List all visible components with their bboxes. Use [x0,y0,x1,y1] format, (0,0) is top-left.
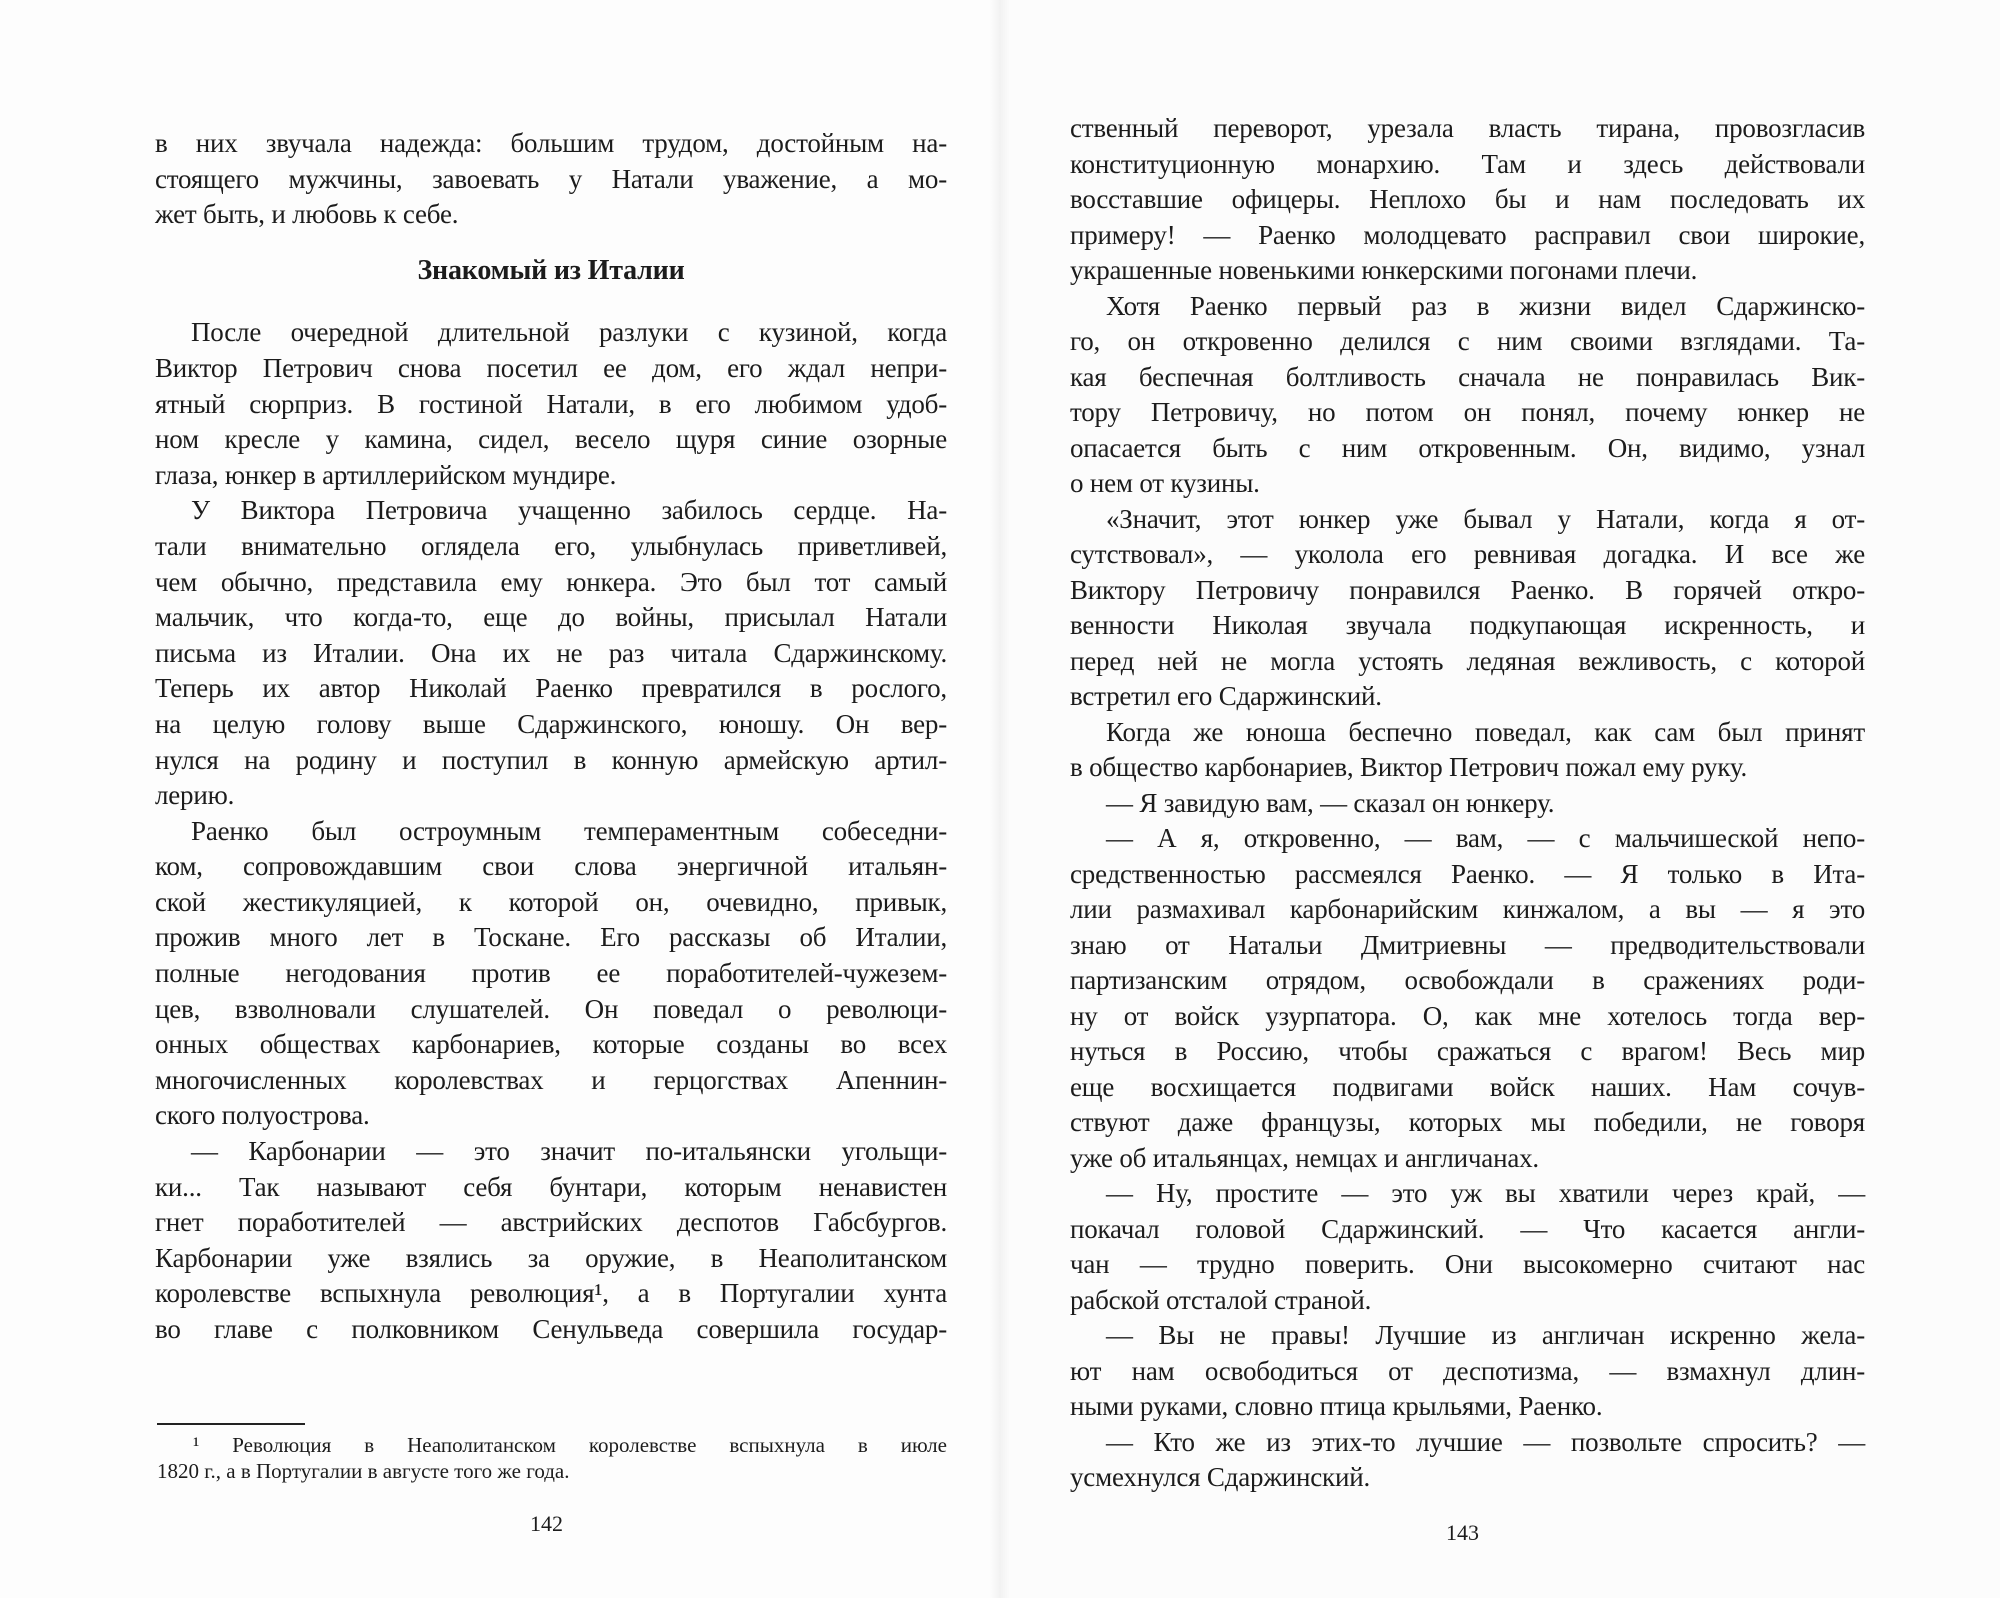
text-line: нулся на родину и поступил в конную армейскую артил- [155,744,947,775]
text-line: опасается быть с ним откровенным. Он, видимо, узнал [1070,432,1865,463]
text-line: ки... Так называют себя бунтари, которым ненавистен [155,1171,947,1202]
text-line: — Ну, простите — это уж вы хватили через край, — [1106,1178,1865,1208]
text-line: еще восхищается подвигами войск наших. Нам сочув- [1070,1071,1865,1102]
text-line: — Я завидую вам, — сказал он юнкеру. [1106,787,1555,818]
text-line: нуться в Россию, чтобы сражаться с врагом! Весь мир [1070,1036,1865,1066]
text-line: После очередной длительной разлуки с кузиной, когда [191,317,947,348]
text-line: прожив много лет в Тоскане. Его рассказы об Италии, [155,922,947,953]
text-line: ской жестикуляцией, к которой он, очевидно, привык, [155,886,947,917]
text-line: ствуют даже французы, которых мы победили, не говоря [1070,1107,1865,1137]
footnote [157,1432,947,1484]
text-line: лерию. [155,780,235,811]
text-line: — А я, откровенно, — вам, — с мальчишеской непо- [1106,823,1865,853]
text-line: Теперь их автор Николай Раенко превратился в рослого, [155,673,947,704]
text-line: встретил его Сдаржинский. [1070,681,1382,711]
text-line: многочисленных королевствах и герцогствах Апеннин- [155,1064,947,1095]
page-number: 142 [530,1511,563,1536]
text-line: жет быть, и любовь к себе. [155,199,459,230]
text-line: средственностью рассмеялся Раенко. — Я только в Ита- [1070,858,1865,889]
text-line: тали внимательно оглядела его, улыбнулась приветливей, [155,530,947,561]
text-line: венности Николая звучала подкупающая искренность, и [1070,610,1865,640]
text-line: восставшие офицеры. Неплохо бы и нам последовать их [1070,184,1865,214]
book-gutter [990,0,1010,1598]
text-line: на целую голову выше Сдаржинского, юношу. Он вер- [155,708,947,739]
footnote-divider [157,1423,305,1425]
text-line: Когда же юноша беспечно поведал, как сам был принят [1106,716,1865,747]
text-line: Хотя Раенко первый раз в жизни видел Сдаржинско- [1106,290,1865,321]
text-line: в общество карбонариев, Виктор Петрович пожал ему руку. [1070,752,1747,782]
text-line: го, он откровенно делился с ним своими взглядами. Та- [1070,326,1865,356]
text-line: знаю от Натальи Дмитриевны — предводительствовали [1070,929,1865,960]
text-line: — Вы не правы! Лучшие из англичан искренно жела- [1106,1320,1865,1350]
text-line: ком, сопровождавшим свои слова энергичной итальян- [155,851,947,882]
text-line: стоящего мужчины, завоевать у Натали уважение, а мо- [155,163,947,194]
text-line: гнет поработителей — австрийских деспотов Габсбургов. [155,1207,947,1238]
text-line: Виктор Петрович снова посетил ее дом, его ждал непри- [155,352,947,383]
page-number: 143 [1446,1520,1479,1545]
text-line: королевстве вспыхнула революция¹, а в Португалии хунта [155,1278,947,1309]
text-line: примеру! — Раенко молодцевато расправил свои широкие, [1070,219,1865,250]
text-line: онных обществах карбонариев, которые созданы во всех [155,1029,947,1060]
text-line: — Кто же из этих-то лучшие — позвольте спросить? — [1106,1426,1865,1457]
text-line: ют нам освободиться от деспотизма, — взмахнул длин- [1070,1355,1865,1386]
text-line: лии размахивал карбонарийским кинжалом, а вы — я это [1070,894,1865,924]
text-line: цев, взволновали слушателей. Он поведал о революци- [155,993,947,1024]
text-block [155,126,947,233]
text-line: Раенко был остроумным темпераментным собеседни- [191,815,947,846]
text-line: уже об итальянцах, немцах и англичанах. [1070,1142,1539,1173]
text-line: «Значит, этот юнкер уже бывал у Натали, когда я от- [1106,503,1865,534]
left-page-body [155,126,947,1348]
chapter-heading: Знакомый из Италии [417,254,685,286]
text-line: ном кресле у камина, сидел, весело щуря синие озорные [155,424,947,455]
text-line: Виктору Петровичу понравился Раенко. В горячей откро- [1070,574,1865,605]
text-line: ¹ Революция в Неаполитанском королевстве вспыхнула в июле [193,1433,947,1457]
text-line: покачал головой Сдаржинский. — Что касается англи- [1070,1213,1865,1244]
text-line: — Карбонарии — это значит по-итальянски угольщи- [191,1136,947,1167]
text-line: усмехнулся Сдаржинский. [1070,1462,1371,1492]
text-line: во главе с полковником Сенульведа совершила государ- [155,1314,947,1344]
text-line: в них звучала надежда: большим трудом, достойным на- [155,128,947,158]
text-line: ну от войск узурпатора. О, как мне хотелось тогда вер- [1070,1000,1865,1031]
right-page-body [1070,111,1865,1496]
text-line: перед ней не могла устоять ледяная вежливость, с которой [1070,645,1865,676]
text-line: чем обычно, представила ему юнкера. Это был тот самый [155,566,947,597]
text-line: кая беспечная болтливость сначала не понравилась Вик- [1070,361,1865,392]
text-line: партизанским отрядом, освобождали в сражениях роди- [1070,965,1865,995]
text-line: ятный сюрприз. В гостиной Натали, в его любимом удоб- [155,388,947,419]
text-line: Карбонарии уже взялись за оружие, в Неаполитанском [155,1242,947,1273]
text-line: тору Петровичу, но потом он понял, почему юнкер не [1070,397,1865,427]
text-line: рабской отсталой страной. [1070,1284,1372,1315]
text-line: мальчик, что когда-то, еще до войны, присылал Натали [155,602,947,633]
text-line: полные негодования против ее поработителей-чужезем- [155,958,947,989]
text-line: ского полуострова. [155,1100,370,1131]
text-line: глаза, юнкер в артиллерийском мундире. [155,459,617,490]
text-line: ными руками, словно птица крыльями, Раенко. [1070,1391,1603,1421]
text-line: чан — трудно поверить. Они высокомерно считают нас [1070,1249,1865,1279]
text-line: о нем от кузины. [1070,468,1260,498]
right-page [1000,0,2000,1598]
text-line: украшенные новенькими юнкерскими погонами плечи. [1070,255,1698,285]
text-line: ственный переворот, урезала власть тирана, провозгласив [1070,113,1865,143]
text-block [155,315,947,1347]
text-line: конституционную монархию. Там и здесь действовали [1070,148,1865,179]
text-line: сутствовал», — уколола его ревнивая догадка. И все же [1070,539,1865,569]
text-line: письма из Италии. Она их не раз читала Сдаржинскому. [155,637,947,668]
text-line: У Виктора Петровича учащенно забилось сердце. На- [191,495,947,526]
text-line: 1820 г., а в Португалии в августе того же года. [157,1459,570,1483]
